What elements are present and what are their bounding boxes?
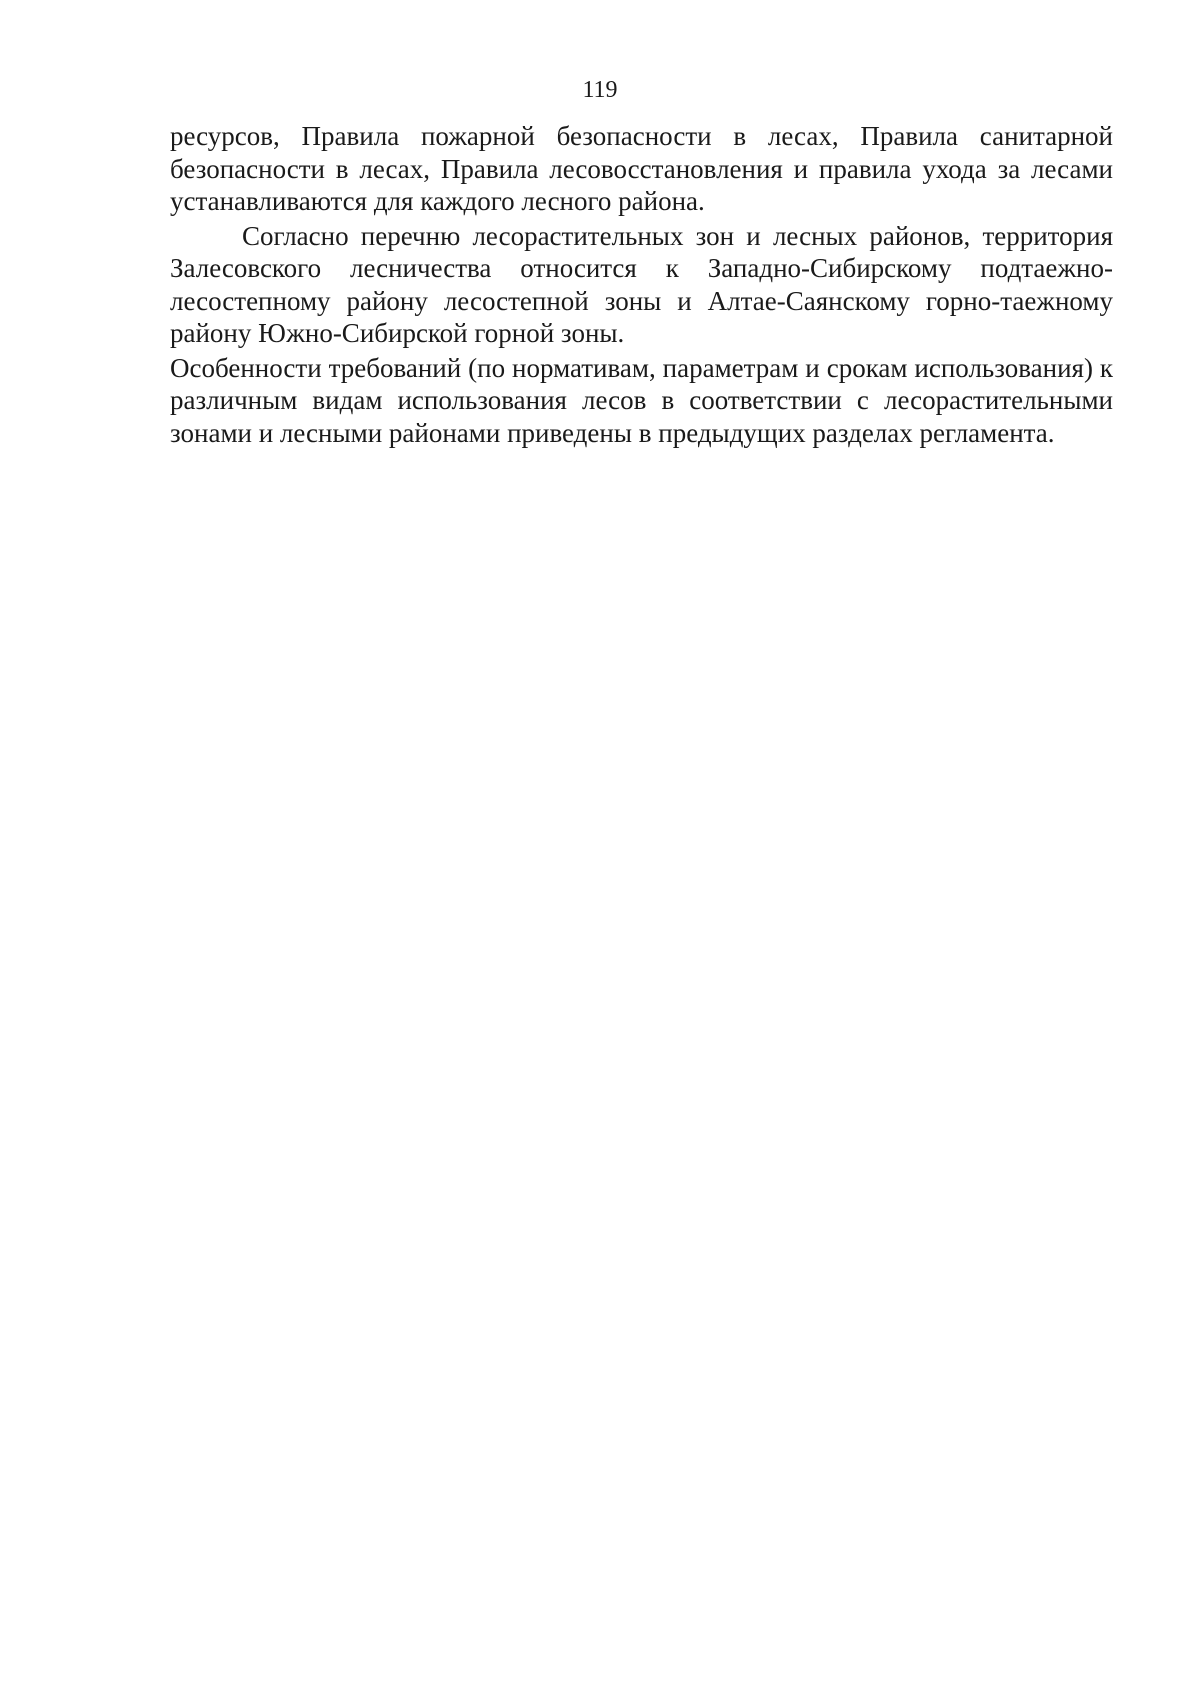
- paragraph-2: Согласно перечню лесорастительных зон и лесных районов, территория Залесовского лесничества относится к Западно-Сибирскому подтаежно-лесостепному району лесостепной зоны и Алтае-Саянскому горно-таежному району Южно-Сибирской горной зоны.: [170, 220, 1113, 348]
- paragraph-1: ресурсов, Правила пожарной безопасности в лесах, Правила санитарной безопасности в лесах, Правила лесовосстановления и правила ухода за лесами устанавливаются для каждого лесного района.: [170, 121, 1113, 216]
- document-body: [170, 120, 1113, 451]
- page-number: 119: [582, 77, 618, 103]
- paragraph-3: Особенности требований (по нормативам, параметрам и срокам использования) к различным видам использования лесов в соответствии с лесорастительными зонами и лесными районами приведены в предыдущих разделах регламента.: [170, 352, 1113, 448]
